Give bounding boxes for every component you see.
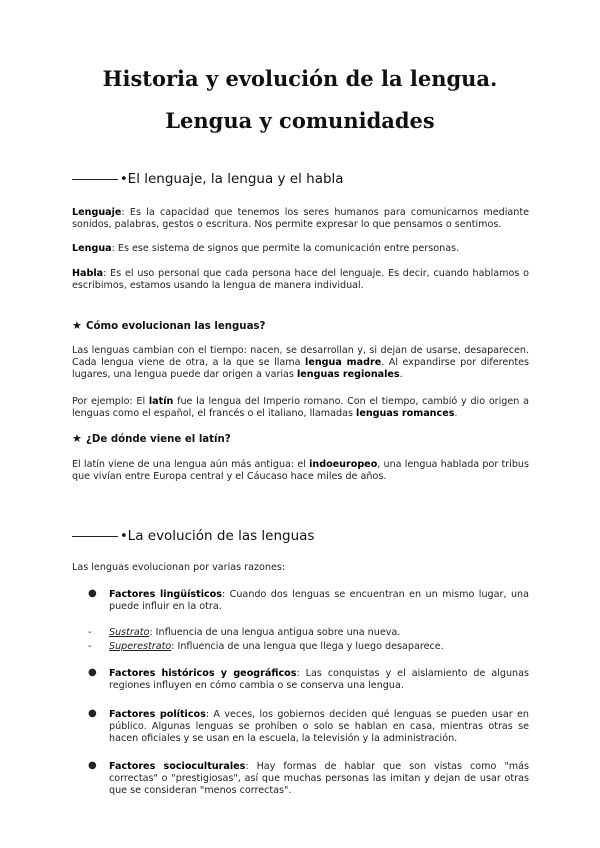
heading-rule	[72, 179, 118, 180]
term: Factores lingüísticos	[109, 589, 222, 600]
term: Lengua	[72, 243, 112, 254]
term: Factores socioculturales	[109, 761, 246, 772]
heading-dot: •	[120, 529, 128, 544]
term: Lenguaje	[72, 207, 122, 218]
text: , una lengua hablada por tribus que vivían entre Europa central y el Cáucaso hace miles de años.	[72, 459, 529, 483]
section-heading-text: La evolución de las lenguas	[127, 528, 315, 544]
subheading-text: ¿De dónde viene el latín?	[86, 434, 231, 445]
section-heading-text: El lenguaje, la lengua y el habla	[127, 171, 344, 187]
definition-text: : Es la capacidad que tenemos los seres humanos para comunicarnos mediante sonidos, palabras, gestos o escritura. Nos permite expresar lo que pensamos o sentimos.	[72, 207, 529, 231]
bullet-icon: ●	[88, 708, 97, 719]
factor-historicos	[109, 668, 529, 692]
text: Las lenguas cambian con el tiempo: nacen, se desarrollan y, si dejan de usarse, desaparecen. Cada lengua viene de otra, a la que se llama	[72, 345, 529, 369]
definition-text: : Influencia de una lengua que llega y luego desaparece.	[171, 641, 444, 652]
definition-text: : Es el uso personal que cada persona hace del lenguaje. Es decir, cuando hablamos o escribimos, estamos usando la lengua de manera individual.	[72, 268, 529, 292]
bold-term: lengua madre	[305, 357, 382, 369]
text: Por ejemplo: El	[72, 396, 149, 407]
star-icon: ★	[72, 319, 82, 332]
text: .	[399, 369, 403, 381]
bullet-icon: ●	[88, 760, 97, 771]
subheading-evolucion	[72, 319, 265, 333]
subheading-text: Cómo evolucionan las lenguas?	[86, 321, 266, 332]
bold-term: indoeuropeo	[309, 459, 378, 470]
paragraph-latin	[72, 396, 529, 420]
definition-lengua	[72, 243, 529, 255]
item-sustrato	[109, 627, 529, 639]
dash-marker: -	[88, 641, 92, 652]
term: Factores históricos y geográficos	[109, 668, 297, 679]
bold-term: latín	[148, 396, 174, 407]
definition-habla	[72, 268, 529, 292]
section-heading-lenguaje	[72, 170, 344, 189]
star-icon: ★	[72, 432, 82, 445]
factor-politicos	[109, 709, 529, 746]
text: fue la lengua del Imperio romano. Con el tiempo, cambió y dio origen a lenguas como el español, el francés o el italiano, llamadas	[72, 396, 529, 420]
heading-dot: •	[120, 172, 128, 187]
paragraph-lengua-madre	[72, 345, 529, 382]
dash-marker: -	[88, 627, 92, 638]
factor-socioculturales	[109, 761, 529, 798]
bold-term: lenguas romances	[356, 408, 455, 420]
term: Sustrato	[109, 627, 150, 638]
factor-linguisticos	[109, 589, 529, 613]
definition-text: : Las conquistas y el aislamiento de algunas regiones influyen en cómo cambia o se conserva una lengua.	[109, 668, 530, 692]
subheading-latin	[72, 432, 231, 446]
definition-text: : Es ese sistema de signos que permite la comunicación entre personas.	[111, 243, 460, 254]
definition-text: : A veces, los gobiernos deciden qué lenguas se pueden usar en público. Algunas lenguas se prohíben o solo se hablan en casa, mientras otras se hacen oficiales y se usan en la escuela, la televisión y la administración.	[109, 709, 529, 745]
definition-text: : Influencia de una lengua antigua sobre una nueva.	[149, 627, 401, 638]
page-title: Historia y evolución de la lengua. Lengua y comunidades	[102, 66, 498, 133]
definition-lenguaje	[72, 207, 529, 231]
definition-text: : Hay formas de hablar que son vistas como "más correctas" o "prestigiosas", así que muchas personas las imitan y dejan de usar otras que se consideran "menos correctas".	[109, 761, 529, 797]
paragraph-indoeuropeo	[72, 459, 529, 483]
item-superestrato	[109, 641, 529, 653]
bullet-icon: ●	[88, 667, 97, 678]
section-heading-evolucion	[72, 527, 314, 546]
bullet-icon: ●	[88, 588, 97, 599]
text: .	[454, 408, 458, 420]
term: Habla	[72, 268, 104, 279]
term: Superestrato	[109, 641, 172, 652]
heading-rule	[72, 536, 118, 537]
definition-text: : Cuando dos lenguas se encuentran en un mismo lugar, una puede influir en la otra.	[109, 589, 529, 613]
text: . Al expandirse por diferentes lugares, una lengua puede dar origen a varias	[72, 357, 529, 381]
term: Factores políticos	[109, 709, 206, 720]
bold-term: lenguas regionales	[297, 369, 400, 381]
text: El latín viene de una lengua aún más antigua: el	[72, 459, 310, 470]
paragraph-intro: Las lenguas evolucionan por varias razones:	[72, 562, 286, 573]
